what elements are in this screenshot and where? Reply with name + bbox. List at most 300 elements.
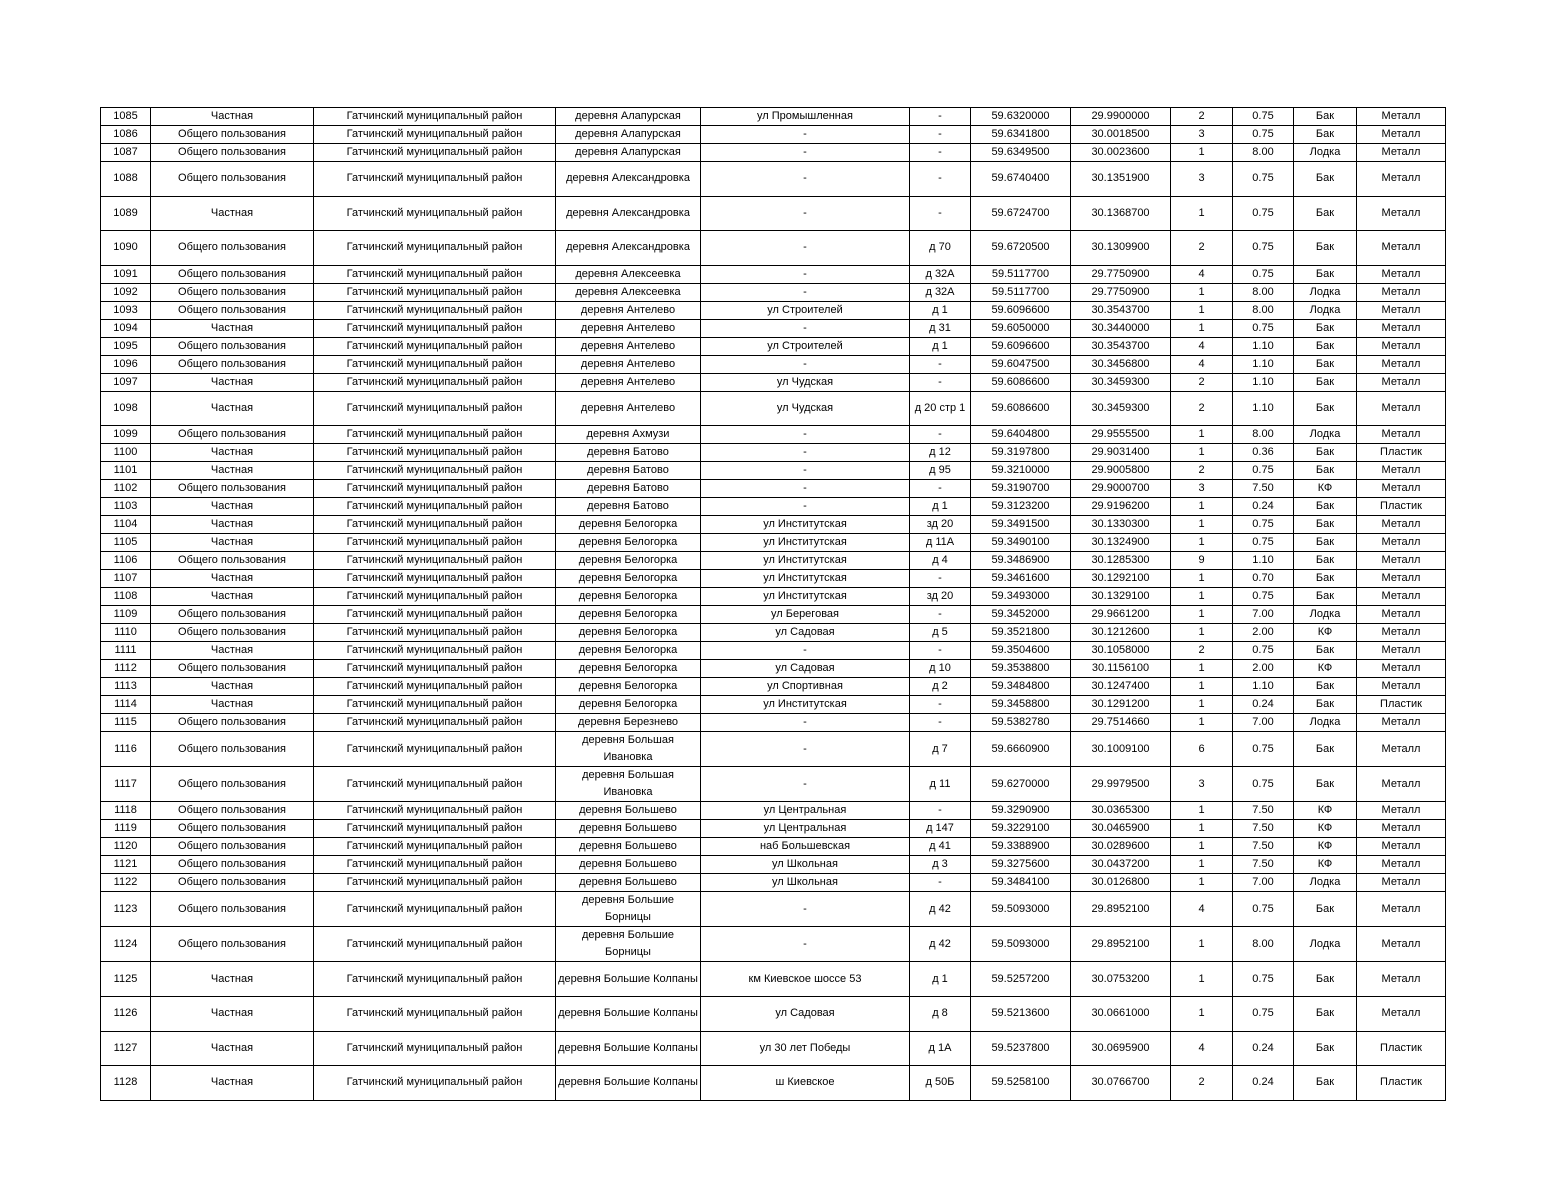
cell-latitude: 59.3504600 [971,642,1071,660]
cell-row-number: 1096 [101,355,151,373]
cell-house: д 50Б [910,1066,971,1101]
cell-material: Металл [1357,355,1446,373]
cell-longitude: 30.0695900 [1071,1031,1171,1066]
cell-container-type: Бак [1294,642,1357,660]
cell-longitude: 30.1330300 [1071,516,1171,534]
table-row [101,552,1446,570]
cell-volume: 0.24 [1233,696,1294,714]
cell-row-number: 1101 [101,462,151,480]
cell-district: Гатчинский муниципальный район [314,660,556,678]
cell-container-count: 2 [1171,108,1233,126]
cell-street: - [701,231,910,266]
cell-latitude: 59.5213600 [971,996,1071,1031]
cell-container-type: Бак [1294,552,1357,570]
cell-house: д 42 [910,892,971,927]
cell-latitude: 59.6086600 [971,373,1071,391]
cell-district: Гатчинский муниципальный район [314,874,556,892]
cell-ownership-type: Частная [151,108,314,126]
table-row [101,838,1446,856]
cell-container-type: Бак [1294,570,1357,588]
cell-row-number: 1091 [101,265,151,283]
cell-longitude: 30.0018500 [1071,126,1171,144]
cell-house: д 147 [910,820,971,838]
cell-longitude: 29.9031400 [1071,444,1171,462]
cell-house: - [910,802,971,820]
cell-container-type: КФ [1294,802,1357,820]
table-row [101,732,1446,767]
cell-district: Гатчинский муниципальный район [314,391,556,426]
cell-row-number: 1103 [101,498,151,516]
cell-container-type: Бак [1294,355,1357,373]
cell-container-type: КФ [1294,838,1357,856]
cell-container-type: Бак [1294,732,1357,767]
cell-district: Гатчинский муниципальный район [314,444,556,462]
cell-street: ул Чудская [701,373,910,391]
cell-settlement: деревня Большево [556,838,701,856]
cell-street: ул Строителей [701,301,910,319]
cell-settlement: деревня Алексеевка [556,265,701,283]
cell-house: - [910,714,971,732]
cell-settlement: деревня Белогорка [556,516,701,534]
cell-settlement: деревня Большево [556,856,701,874]
cell-house: д 11 [910,767,971,802]
cell-longitude: 30.1285300 [1071,552,1171,570]
cell-ownership-type: Общего пользования [151,820,314,838]
cell-ownership-type: Частная [151,444,314,462]
cell-street: ул Институтская [701,696,910,714]
cell-ownership-type: Частная [151,1031,314,1066]
cell-latitude: 59.6096600 [971,337,1071,355]
cell-row-number: 1085 [101,108,151,126]
cell-district: Гатчинский муниципальный район [314,570,556,588]
cell-settlement: деревня Батово [556,444,701,462]
cell-longitude: 30.0126800 [1071,874,1171,892]
cell-settlement: деревня Большие Колпаны [556,1031,701,1066]
cell-house: зд 20 [910,516,971,534]
cell-row-number: 1118 [101,802,151,820]
cell-ownership-type: Частная [151,588,314,606]
cell-volume: 0.24 [1233,498,1294,516]
cell-house: - [910,126,971,144]
cell-material: Металл [1357,373,1446,391]
cell-material: Металл [1357,570,1446,588]
cell-material: Металл [1357,606,1446,624]
cell-district: Гатчинский муниципальный район [314,642,556,660]
cell-settlement: деревня Антелево [556,373,701,391]
cell-settlement: деревня Большие Колпаны [556,962,701,997]
cell-row-number: 1092 [101,283,151,301]
cell-volume: 2.00 [1233,660,1294,678]
cell-ownership-type: Частная [151,373,314,391]
cell-row-number: 1117 [101,767,151,802]
cell-ownership-type: Частная [151,996,314,1031]
cell-house: - [910,108,971,126]
cell-container-count: 1 [1171,301,1233,319]
cell-material: Металл [1357,820,1446,838]
cell-house: зд 20 [910,588,971,606]
cell-longitude: 30.3456800 [1071,355,1171,373]
cell-container-type: Лодка [1294,714,1357,732]
cell-row-number: 1095 [101,337,151,355]
cell-container-count: 3 [1171,126,1233,144]
cell-row-number: 1102 [101,480,151,498]
cell-house: д 1 [910,301,971,319]
cell-house: д 32А [910,283,971,301]
cell-street: ул Спортивная [701,678,910,696]
cell-volume: 0.75 [1233,196,1294,231]
cell-street: ул Институтская [701,534,910,552]
cell-district: Гатчинский муниципальный район [314,355,556,373]
cell-district: Гатчинский муниципальный район [314,856,556,874]
cell-material: Металл [1357,196,1446,231]
cell-street: ул Промышленная [701,108,910,126]
cell-volume: 8.00 [1233,283,1294,301]
cell-latitude: 59.6660900 [971,732,1071,767]
cell-latitude: 59.3229100 [971,820,1071,838]
cell-container-count: 4 [1171,337,1233,355]
cell-row-number: 1105 [101,534,151,552]
cell-street: - [701,144,910,162]
table-row [101,767,1446,802]
table-row [101,162,1446,197]
cell-street: - [701,480,910,498]
table-row [101,391,1446,426]
cell-longitude: 29.9000700 [1071,480,1171,498]
cell-latitude: 59.3210000 [971,462,1071,480]
cell-latitude: 59.3458800 [971,696,1071,714]
cell-settlement: деревня Белогорка [556,678,701,696]
cell-ownership-type: Частная [151,642,314,660]
cell-material: Металл [1357,162,1446,197]
cell-volume: 7.50 [1233,820,1294,838]
cell-row-number: 1099 [101,426,151,444]
cell-volume: 0.75 [1233,588,1294,606]
table-row [101,373,1446,391]
cell-ownership-type: Общего пользования [151,802,314,820]
cell-longitude: 29.9661200 [1071,606,1171,624]
cell-longitude: 30.0465900 [1071,820,1171,838]
cell-ownership-type: Общего пользования [151,480,314,498]
cell-volume: 7.50 [1233,802,1294,820]
cell-street: ул Садовая [701,996,910,1031]
cell-house: д 42 [910,927,971,962]
cell-latitude: 59.3123200 [971,498,1071,516]
cell-latitude: 59.5237800 [971,1031,1071,1066]
cell-latitude: 59.3452000 [971,606,1071,624]
table-row [101,301,1446,319]
cell-material: Металл [1357,588,1446,606]
cell-latitude: 59.3290900 [971,802,1071,820]
cell-volume: 0.75 [1233,231,1294,266]
cell-container-type: Бак [1294,696,1357,714]
cell-longitude: 30.1309900 [1071,231,1171,266]
cell-district: Гатчинский муниципальный район [314,498,556,516]
cell-ownership-type: Общего пользования [151,714,314,732]
cell-street: - [701,714,910,732]
cell-district: Гатчинский муниципальный район [314,696,556,714]
cell-street: - [701,319,910,337]
table-row [101,196,1446,231]
cell-latitude: 59.3388900 [971,838,1071,856]
cell-district: Гатчинский муниципальный район [314,480,556,498]
cell-house: д 95 [910,462,971,480]
cell-house: д 1 [910,962,971,997]
cell-material: Металл [1357,996,1446,1031]
cell-latitude: 59.6349500 [971,144,1071,162]
cell-district: Гатчинский муниципальный район [314,144,556,162]
cell-latitude: 59.6320000 [971,108,1071,126]
table-row [101,962,1446,997]
cell-latitude: 59.6404800 [971,426,1071,444]
cell-longitude: 30.3543700 [1071,337,1171,355]
table-row [101,444,1446,462]
cell-volume: 0.75 [1233,462,1294,480]
table-row [101,265,1446,283]
cell-district: Гатчинский муниципальный район [314,516,556,534]
cell-volume: 0.75 [1233,162,1294,197]
cell-container-count: 2 [1171,391,1233,426]
cell-district: Гатчинский муниципальный район [314,678,556,696]
cell-container-count: 1 [1171,856,1233,874]
cell-street: ул Чудская [701,391,910,426]
cell-row-number: 1126 [101,996,151,1031]
cell-house: - [910,426,971,444]
cell-latitude: 59.6724700 [971,196,1071,231]
cell-container-count: 1 [1171,996,1233,1031]
cell-settlement: деревня Антелево [556,301,701,319]
cell-row-number: 1097 [101,373,151,391]
table-row [101,426,1446,444]
cell-latitude: 59.3538800 [971,660,1071,678]
cell-settlement: деревня Ахмузи [556,426,701,444]
cell-district: Гатчинский муниципальный район [314,962,556,997]
cell-row-number: 1125 [101,962,151,997]
cell-row-number: 1106 [101,552,151,570]
table-row [101,126,1446,144]
cell-district: Гатчинский муниципальный район [314,767,556,802]
cell-container-type: Бак [1294,588,1357,606]
cell-container-count: 2 [1171,462,1233,480]
cell-longitude: 29.9196200 [1071,498,1171,516]
cell-container-type: Бак [1294,373,1357,391]
cell-ownership-type: Общего пользования [151,660,314,678]
cell-container-type: Лодка [1294,927,1357,962]
cell-container-type: Лодка [1294,606,1357,624]
cell-volume: 1.10 [1233,355,1294,373]
cell-container-count: 1 [1171,444,1233,462]
cell-street: ул Строителей [701,337,910,355]
cell-container-type: КФ [1294,856,1357,874]
cell-volume: 1.10 [1233,391,1294,426]
cell-district: Гатчинский муниципальный район [314,162,556,197]
cell-volume: 7.50 [1233,480,1294,498]
cell-street: ул Институтская [701,552,910,570]
cell-ownership-type: Общего пользования [151,265,314,283]
cell-house: д 1 [910,498,971,516]
cell-volume: 1.10 [1233,373,1294,391]
cell-latitude: 59.3493000 [971,588,1071,606]
cell-material: Металл [1357,337,1446,355]
cell-street: ул Институтская [701,588,910,606]
cell-longitude: 30.1292100 [1071,570,1171,588]
cell-longitude: 29.8952100 [1071,892,1171,927]
cell-settlement: деревня Белогорка [556,696,701,714]
cell-material: Металл [1357,480,1446,498]
cell-material: Металл [1357,283,1446,301]
cell-street: ул Школьная [701,856,910,874]
cell-house: - [910,642,971,660]
cell-ownership-type: Частная [151,534,314,552]
cell-longitude: 30.1009100 [1071,732,1171,767]
data-table [100,107,1446,1101]
cell-row-number: 1089 [101,196,151,231]
cell-container-count: 1 [1171,516,1233,534]
cell-settlement: деревня Белогорка [556,642,701,660]
cell-settlement: деревня Алапурская [556,144,701,162]
cell-container-type: КФ [1294,660,1357,678]
cell-container-count: 1 [1171,283,1233,301]
cell-latitude: 59.5117700 [971,265,1071,283]
cell-material: Металл [1357,838,1446,856]
cell-ownership-type: Общего пользования [151,927,314,962]
cell-container-type: Лодка [1294,301,1357,319]
cell-latitude: 59.6341800 [971,126,1071,144]
cell-ownership-type: Общего пользования [151,767,314,802]
cell-street: - [701,126,910,144]
cell-material: Пластик [1357,498,1446,516]
cell-material: Металл [1357,552,1446,570]
cell-house: д 70 [910,231,971,266]
cell-row-number: 1109 [101,606,151,624]
cell-ownership-type: Частная [151,462,314,480]
cell-material: Пластик [1357,1031,1446,1066]
cell-container-type: Бак [1294,1066,1357,1101]
table-row [101,108,1446,126]
cell-district: Гатчинский муниципальный район [314,552,556,570]
cell-longitude: 30.0289600 [1071,838,1171,856]
table-row [101,516,1446,534]
cell-house: - [910,355,971,373]
cell-house: д 7 [910,732,971,767]
cell-volume: 8.00 [1233,927,1294,962]
cell-row-number: 1086 [101,126,151,144]
cell-volume: 8.00 [1233,301,1294,319]
cell-container-count: 1 [1171,534,1233,552]
cell-district: Гатчинский муниципальный район [314,606,556,624]
table-row [101,660,1446,678]
cell-ownership-type: Общего пользования [151,426,314,444]
cell-street: ул Береговая [701,606,910,624]
cell-container-count: 4 [1171,355,1233,373]
cell-container-type: Бак [1294,108,1357,126]
cell-settlement: деревня Большево [556,802,701,820]
cell-container-count: 1 [1171,606,1233,624]
cell-container-type: Бак [1294,962,1357,997]
cell-row-number: 1100 [101,444,151,462]
table-row [101,696,1446,714]
cell-container-type: Бак [1294,265,1357,283]
cell-house: д 4 [910,552,971,570]
cell-material: Металл [1357,462,1446,480]
cell-container-type: Бак [1294,162,1357,197]
cell-volume: 7.00 [1233,714,1294,732]
cell-latitude: 59.3275600 [971,856,1071,874]
cell-longitude: 29.7514660 [1071,714,1171,732]
table-row [101,874,1446,892]
table-row [101,1066,1446,1101]
cell-settlement: деревня Алексеевка [556,283,701,301]
cell-container-count: 2 [1171,373,1233,391]
cell-ownership-type: Общего пользования [151,874,314,892]
cell-row-number: 1128 [101,1066,151,1101]
table-body [101,108,1446,1101]
cell-district: Гатчинский муниципальный район [314,892,556,927]
cell-ownership-type: Общего пользования [151,606,314,624]
cell-volume: 0.75 [1233,642,1294,660]
cell-longitude: 29.8952100 [1071,927,1171,962]
cell-material: Металл [1357,678,1446,696]
cell-container-count: 1 [1171,660,1233,678]
cell-street: км Киевское шоссе 53 [701,962,910,997]
cell-longitude: 30.1212600 [1071,624,1171,642]
cell-material: Металл [1357,426,1446,444]
cell-volume: 0.70 [1233,570,1294,588]
cell-longitude: 30.3543700 [1071,301,1171,319]
cell-material: Металл [1357,660,1446,678]
cell-row-number: 1088 [101,162,151,197]
cell-latitude: 59.5093000 [971,927,1071,962]
cell-house: - [910,606,971,624]
cell-row-number: 1127 [101,1031,151,1066]
cell-volume: 0.75 [1233,996,1294,1031]
cell-volume: 0.24 [1233,1066,1294,1101]
cell-material: Металл [1357,767,1446,802]
cell-street: - [701,498,910,516]
table-row [101,642,1446,660]
cell-material: Металл [1357,144,1446,162]
cell-ownership-type: Частная [151,1066,314,1101]
cell-latitude: 59.3521800 [971,624,1071,642]
cell-container-count: 1 [1171,319,1233,337]
cell-container-count: 1 [1171,927,1233,962]
cell-longitude: 30.0753200 [1071,962,1171,997]
cell-volume: 0.75 [1233,126,1294,144]
cell-settlement: деревня Белогорка [556,606,701,624]
cell-material: Металл [1357,714,1446,732]
cell-container-type: Бак [1294,462,1357,480]
cell-ownership-type: Общего пользования [151,838,314,856]
cell-settlement: деревня Большие Борницы [556,892,701,927]
cell-settlement: деревня Большая Ивановка [556,732,701,767]
cell-material: Металл [1357,892,1446,927]
cell-district: Гатчинский муниципальный район [314,231,556,266]
cell-longitude: 29.9979500 [1071,767,1171,802]
cell-material: Металл [1357,265,1446,283]
cell-street: - [701,642,910,660]
table-row [101,606,1446,624]
table-row [101,283,1446,301]
cell-longitude: 30.1329100 [1071,588,1171,606]
cell-street: - [701,444,910,462]
cell-ownership-type: Общего пользования [151,624,314,642]
cell-house: д 8 [910,996,971,1031]
cell-volume: 0.75 [1233,892,1294,927]
cell-container-count: 1 [1171,962,1233,997]
cell-district: Гатчинский муниципальный район [314,126,556,144]
cell-house: - [910,480,971,498]
table-row [101,462,1446,480]
cell-street: ул Садовая [701,624,910,642]
